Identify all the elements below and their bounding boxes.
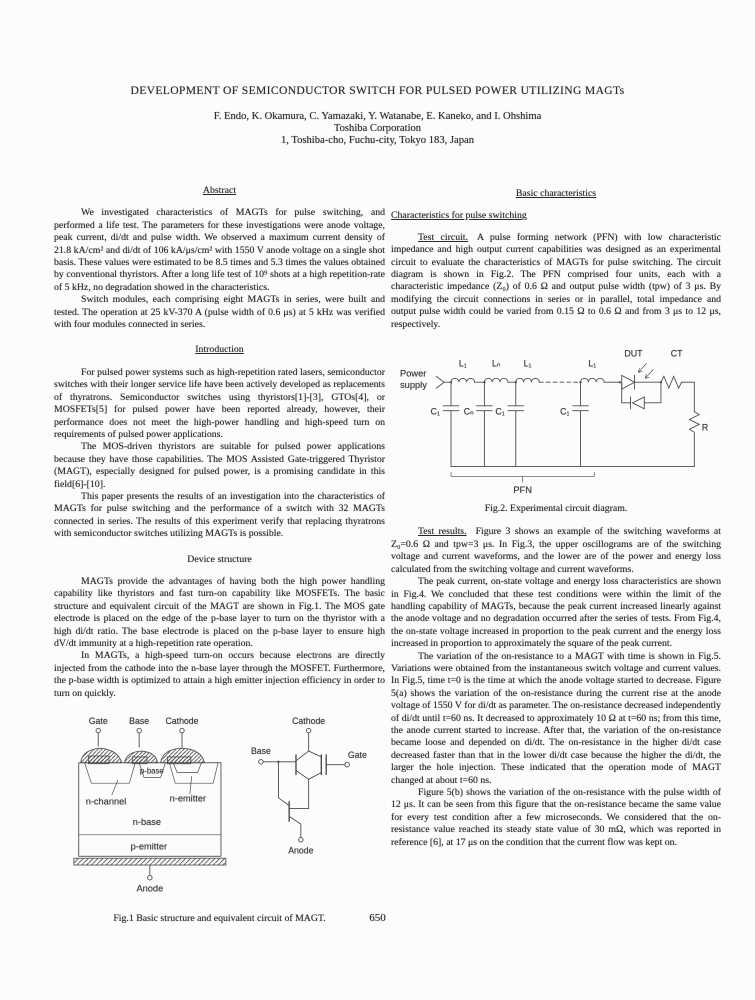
test-results-paragraph-4: Figure 5(b) shows the variation of the on-resistance with the pulse width of 12 μs. It can be seen from this figure that the on-resistance became the same value for every test condition after a few microseconds. We considered that the on-resistance value reached its steady state value of 30 mΩ, which was reported in reference [6], at 17 μs on the condition that the current flow was kept on. xyxy=(391,787,721,848)
p-base-label: p-base xyxy=(139,766,164,776)
figure-1-caption: Fig.1 Basic structure and equivalent circuit of MAGT. xyxy=(113,913,326,925)
abstract-paragraph-2: Switch modules, each comprising eight MAGTs in series, were built and tested. The operation at 25 kV-370 A (pulse width of 0.6 μs) at 5 kHz was verified with four modules connected in series. xyxy=(54,294,385,331)
test-results-paragraph-2: The peak current, on-state voltage and energy loss characteristics are shown in Fig.4. We concluded that these test conditions were within the limit of the handling capability of MAGTs, because the peak current increased linearly against the anode voltage and no degradation occurred after the series of tests. From Fig.4, the on-state voltage increased in proportion to the peak current and the energy loss increased in proportion to approximately the square of the peak current. xyxy=(391,576,721,650)
test-results-text-1: Figure 3 shows an example of the switching waveforms at Z₀=0.6 Ω and tpw=3 μs. In Fig.3, the upper oscillograms are of the switching voltage and current waveforms, and the lower are of the power and energy loss calculated from the switching voltage and current waveforms. xyxy=(391,526,721,575)
pulse-switching-subheading-text: Characteristics for pulse switching xyxy=(391,210,527,222)
gate-terminal-node xyxy=(95,728,99,732)
left-column xyxy=(54,185,385,925)
introduction-heading-text: Introduction xyxy=(195,344,244,356)
pfn-circuit xyxy=(400,349,708,495)
load-resistor-label: R xyxy=(701,422,709,433)
device-structure-paragraph-1: MAGTs provide the advantages of having both the high power handling capability like thyristors and fast turn-on capability like MOSFETs. The basic structure and equivalent circuit of the MAGT are shown in Fig.1. The MOS gate electrode is placed on the edge of the p-base layer to turn on the thyristor with a high di/dt ratio. The base electrode is placed on the p-base layer to ensure high dV/dt immunity at a high-repetition rate operation. xyxy=(54,575,385,649)
magt-cross-section xyxy=(73,716,225,894)
eq-gate-label: Gate xyxy=(347,749,367,760)
eq-cathode-label: Cathode xyxy=(291,715,325,726)
test-circuit-runin-heading: Test circuit. xyxy=(418,231,468,243)
test-results-runin-heading: Test results. xyxy=(418,526,467,538)
n-emitter-label: n-emitter xyxy=(169,793,206,804)
page-number: 650 xyxy=(369,912,386,924)
figure-1-drawing xyxy=(69,712,371,908)
figure-1 xyxy=(54,712,385,925)
test-results-paragraph-3: The variation of the on-resistance to a MAGT with time is shown in Fig.5. Variations were obtained from the instantaneous switch voltage and current values. In Fig.5, time t=0 is the time at which the anode voltage started to decrease. Figure 5(a) shows the variation of the on-resistance during the current rise at the anode voltage of 1550 V for di/dt as parameter. The on-resistance decreased independently of di/dt until t=60 ns. It decreased to approximately 10 Ω at t=60 ns; from this time, the anode current started to increase. After that, the variation of the on-resistance became loose and depended on di/dt. The on-resistance in the higher di/dt case decreased faster than that in the lower di/dt case because the higher the di/dt, the larger the hole injection. These indicated that the operation mode of MAGT changed at about t=60 ns. xyxy=(391,650,721,786)
pfn-label: PFN xyxy=(513,485,532,496)
pulse-switching-subheading xyxy=(391,210,721,222)
n-base-label: n-base xyxy=(132,817,161,828)
base-terminal-label: Base xyxy=(128,715,149,726)
inductor-3-label: L₁ xyxy=(523,358,532,369)
affiliation: Toshiba Corporation xyxy=(333,123,422,134)
basic-characteristics-heading-text: Basic characteristics xyxy=(515,188,597,199)
magt-equivalent-circuit xyxy=(250,716,366,856)
capacitor-1-label: C₁ xyxy=(430,406,441,417)
author-list: F. Endo, K. Okamura, C. Yamazaki, Y. Watanabe, E. Kaneko, and I. Ohshima xyxy=(213,111,542,122)
dut-label: DUT xyxy=(624,348,643,359)
eq-anode-label: Anode xyxy=(287,845,314,856)
capacitor-2-label: Cₙ xyxy=(463,406,474,417)
test-circuit-paragraph xyxy=(391,232,721,331)
anode-label: Anode xyxy=(135,883,163,894)
ct-label: CT xyxy=(670,348,683,359)
abstract-heading-text: Abstract xyxy=(202,185,237,196)
abstract-heading xyxy=(54,185,385,197)
figure-2 xyxy=(391,343,721,515)
title-block xyxy=(0,84,755,146)
device-structure-heading-text: Device structure xyxy=(187,553,252,565)
introduction-paragraph-1: For pulsed power systems such as high-repetition rated lasers, semiconductor switches with their longer service life have been actively developed as replacements of thyratrons. Semiconductor switches using thyristors[1]-[3], GTOs[4], or MOSFETs[5] for pulsed power have been reported already, however, their performance does not meet the high-power handling and high-speed turn on requirements of pulsed power applications. xyxy=(54,366,385,440)
gate-terminal-label: Gate xyxy=(88,715,108,726)
base-terminal-node xyxy=(136,728,140,732)
basic-characteristics-heading xyxy=(391,188,721,200)
test-results-paragraph-1 xyxy=(391,526,721,576)
introduction-heading xyxy=(54,344,385,356)
cathode-terminal-label: Cathode xyxy=(164,715,199,726)
device-structure-heading xyxy=(54,554,385,566)
affiliation-address: 1, Toshiba-cho, Fuchu-city, Tokyo 183, Japan xyxy=(280,135,475,146)
inductor-1-label: L₁ xyxy=(458,358,467,369)
p-emitter-label: p-emitter xyxy=(130,841,167,852)
introduction-paragraph-3: This paper presents the results of an investigation into the characteristics of MAGTs for pulse switching and the performance of a switch with 32 MAGTs connected in series. The results of this experiment verify that replacing thyratrons with semiconductor switches utilizing MAGTs is possible. xyxy=(54,490,385,540)
eq-base-label: Base xyxy=(250,746,271,757)
introduction-paragraph-2: The MOS-driven thyristors are suitable for pulsed power applications because they have those capabilities. The MOS Assisted Gate-triggered Thyristor (MAGT), especially designed for pulsed power, is a promising candidate in this field[6]-[10]. xyxy=(54,441,385,490)
power-supply-label-1: Power xyxy=(400,368,427,379)
anode-terminal-node xyxy=(147,875,151,879)
figure-2-drawing xyxy=(394,343,718,498)
paper-title: DEVELOPMENT OF SEMICONDUCTOR SWITCH FOR PULSED POWER UTILIZING MAGTs xyxy=(130,84,625,97)
figure-2-caption: Fig.2. Experimental circuit diagram. xyxy=(484,503,628,515)
n-channel-label: n-channel xyxy=(85,796,126,807)
right-column xyxy=(391,188,721,849)
inductor-2-label: Lₙ xyxy=(491,358,501,369)
inductor-4-label: L₁ xyxy=(588,358,597,369)
abstract-paragraph-1: We investigated characteristics of MAGTs for pulse switching, and performed a life test. The parameters for these investigations were anode voltage, peak current, di/dt and pulse width. We observed a maximum current density of 21.8 kA/cm² and di/dt of 106 kA/μs/cm² with 1550 V anode voltage on a single shot basis. These values were estimated to be 8.5 times and 5.3 times the values obtained by conventional thyristors. After a long life test of 10⁹ shots at a high repetition-rate of 5 kHz, no degradation showed in the characteristics. xyxy=(54,207,385,293)
power-supply-label-2: supply xyxy=(400,380,427,391)
capacitor-3-label: C₁ xyxy=(495,406,505,417)
device-structure-paragraph-2: In MAGTs, a high-speed turn-on occurs because electrons are directly injected from the cathode into the n-base layer through the MOSFET. Furthermore, the p-base width is optimized to attain a high emitter injection efficiency in order to turn on quickly. xyxy=(54,650,385,699)
capacitor-4-label: C₁ xyxy=(560,406,570,417)
test-circuit-text: A pulse forming network (PFN) with low characteristic impedance and high output current capabilities was designed as an experimental circuit to evaluate the characteristics of MAGTs for pulse switching. The circuit diagram is shown in Fig.2. The PFN comprised four units, each with a characteristic impedance (Z₀) of 0.6 Ω and output pulse width (tpw) of 3 μs. By modifying the circuit connections in series or in parallel, total impedance and output pulse width could be varied from 0.15 Ω to 0.6 Ω and from 3 μs to 12 μs, respectively. xyxy=(391,231,721,330)
cathode-terminal-node xyxy=(179,728,183,732)
